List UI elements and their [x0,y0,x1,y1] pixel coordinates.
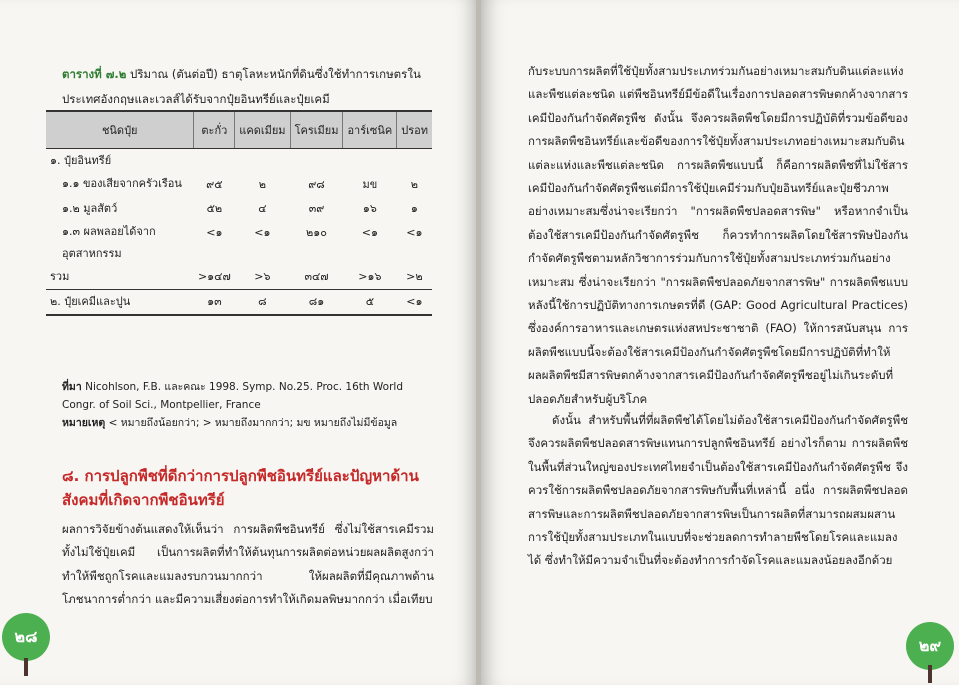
cell [397,149,432,174]
cell: ๘๑ [290,290,343,316]
cell [235,149,290,174]
col-header-cadmium: แคดเมียม [235,111,290,149]
cell: >๑๔๗ [197,270,231,283]
cell: ๕๒ [206,202,223,215]
table-caption [62,62,434,112]
page-number-badge: ๒๘ [2,613,50,661]
cell: ๑๓ [194,290,235,316]
note-label: หมายเหตุ [62,417,106,429]
table-row-total [46,265,432,290]
cell: <๑ [406,226,423,239]
cell: ๑ [410,202,418,215]
source-text: Nicohlson, F.B. และคณะ 1998. Symp. No.25. Proc. 16th World Congr. of Soil Sci., Montpellier, France [62,381,403,411]
col-header-arsenic: อาร์เซนิค [343,111,397,149]
table-row [46,149,432,174]
col-header-chromium: โครเมียม [290,111,343,149]
cell: ๔ [258,202,267,215]
cell [343,149,397,174]
row-label: ๑. ปุ๋ยอินทรีย์ [50,154,112,167]
cell: ๒๑๐ [306,226,327,239]
cell: ๙๘ [308,178,325,191]
table-caption-text: ปริมาณ (ตันต่อปี) ธาตุโลหะหนักที่ดินซึ่งใช้ทำการเกษตรในประเทศอังกฤษและเวลส์ได้รับจากปุ๋ยอินทรีย์และปุ๋ยเคมี [62,67,421,106]
cell: ๙๕ [206,178,223,191]
cell: <๑ [361,226,378,239]
cell: >๖ [254,270,271,283]
cell: มข [362,178,378,191]
cell: ๒ [410,178,418,191]
note-line [62,414,432,432]
tree-trunk-icon [24,658,28,676]
cell: <๑ [254,226,271,239]
page-number-badge: ๒๙ [906,622,954,670]
cell: <๑ [397,290,432,316]
cell: <๑ [206,226,223,239]
cell [290,149,343,174]
cell: ๓๔๗ [304,270,329,283]
table-notes [62,378,432,432]
table-row [46,197,432,221]
source-label: ที่มา [62,381,82,393]
table-row [46,221,432,265]
row-label: ๒. ปุ๋ยเคมีและปูน [46,290,194,316]
cell: >๑๖ [358,270,382,283]
table-caption-lead: ตารางที่ ๗.๒ [62,67,127,81]
tree-trunk-icon [928,665,932,683]
col-header-mercury: ปรอท [397,111,432,149]
right-paragraph-2: ดังนั้น สำหรับพื้นที่ที่ผลิตพืชได้โดยไม่ต้องใช้สารเคมีป้องกันกำจัดศัตรูพืชจึงควรผลิตพืชปลอดสารพิษแทนการปลูกพืชอินทรีย์ อย่างไรก็ตาม การผลิตพืชในพื้นที่ส่วนใหญ่ของประเทศไทยจำเป็นต้องใช้สารเคมีป้องกันกำจัดศัตรูพืช จึงควรใช้การผลิตพืชปลอดภัยจากสารพิษกับพื้นที่เหล่านี้ อนึ่ง การผลิตพืชปลอดสารพิษและการผลิตพืชปลอดภัยจากสารพิษเป็นการผลิตที่สามารถผสมผสานการใช้ปุ๋ยทั้งสามประเภทในแบบที่จะช่วยลดการทำลายพืชโดยโรคและแมลงได้ ซึ่งทำให้มีความจำเป็นที่จะต้องทำการกำจัดโรคและแมลงน้อยลงอีกด้วย [528,413,908,568]
row-label: ๑.๑ ของเสียจากครัวเรือน [62,177,182,190]
row-label: รวม [50,270,70,283]
table-row [46,290,432,316]
right-page [481,0,959,685]
cell: ๑๖ [362,202,377,215]
col-header-fertilizer-type: ชนิดปุ๋ย [46,111,194,149]
row-label: ๑.๓ ผลพลอยได้จากอุตสาหกรรม [62,225,156,260]
row-label: ๑.๒ มูลสัตว์ [62,202,118,215]
cell: ๓๙ [308,202,325,215]
cell: ๘ [235,290,290,316]
col-header-lead: ตะกั่ว [194,111,235,149]
cell: ๒ [258,178,267,191]
table-row [46,173,432,197]
source-line [62,378,432,414]
note-text: < หมายถึงน้อยกว่า; > หมายถึงมากกว่า; มข หมายถึงไม่มีข้อมูล [108,417,398,429]
cell: ๕ [343,290,397,316]
section-heading: ๘. การปลูกพืชที่ดีกว่าการปลูกพืชอินทรีย์และปัญหาด้านสังคมที่เกิดจากพืชอินทรีย์ [62,467,419,509]
left-paragraph: ผลการวิจัยข้างต้นแสดงให้เห็นว่า การผลิตพืชอินทรีย์ ซึ่งไม่ใช้สารเคมีรวมทั้งไม่ใช้ปุ๋ยเคมี เป็นการผลิตที่ทำให้ต้นทุนการผลิตต่อหน่วยผลผลิตสูงกว่า ทำให้พืชถูกโรคและแมลงรบกวนมากกว่า ให้ผลผลิตที่มีคุณภาพด้านโภชนาการต่ำกว่า และมีความเสี่ยงต่อการทำให้เกิดมลพิษมากกว่า เมื่อเทียบ [62,522,434,607]
left-page [0,0,478,685]
cell: >๒ [406,270,423,283]
heavy-metal-table [46,110,432,316]
right-paragraph-1: กับระบบการผลิตที่ใช้ปุ๋ยทั้งสามประเภทร่วมกันอย่างเหมาะสมกับดินแต่ละแห่งและพืชแต่ละชนิด แต่พืชอินทรีย์มีข้อดีในเรื่องการปลอดสารพิษตกค้างจากสารเคมีป้องกันกำจัดศัตรูพืช ดังนั้น จึงควรผลิตพืชโดยมีการปฏิบัติที่รวมข้อดีของการผลิตพืชอินทรีย์และข้อดีของการใช้ปุ๋ยทั้งสามประเภทอย่างเหมาะสมกับดินแต่ละแห่งและพืชแต่ละชนิด การผลิตพืชแบบนี้ ก็คือการผลิตพืชที่ไม่ใช้สารเคมีป้องกันกำจัดศัตรูพืชแต่มีการใช้ปุ๋ยเคมีร่วมกับปุ๋ยอินทรีย์และปุ๋ยชีวภาพอย่างเหมาะสมซึ่งน่าจะเรียกว่า "การผลิตพืชปลอดสารพิษ" หรือหากจำเป็นต้องใช้สารเคมีป้องกันกำจัดศัตรูพืช ก็ควรทำการผลิตโดยใช้สารพิษป้องกันกำจัดศัตรูพืชตามหลักวิชาการร่วมกับการใช้ปุ๋ยทั้งสามประเภทร่วมกันอย่างเหมาะสม ซึ่งน่าจะเรียกว่า "การผลิตพืชปลอดภัยจากสารพิษ" การผลิตพืชแบบหลังนี้ใช้การปฏิบัติทางการเกษตรที่ดี (GAP: Good Agricultural Practices) ซึ่งองค์การอาหารและเกษตรแห่งสหประชาชาติ (FAO) ให้การสนับสนุน การผลิตพืชแบบนี้จะต้องใช้สารเคมีป้องกันกำจัดศัตรูพืชโดยมีการปฏิบัติที่ทำให้ผลผลิตพืชมีสารพิษตกค้างจากสารเคมีป้องกันกำจัดศัตรูพืชอยู่ไม่เกินระดับที่ปลอดภัยสำหรับผู้บริโภค [528,64,908,406]
cell [194,149,235,174]
